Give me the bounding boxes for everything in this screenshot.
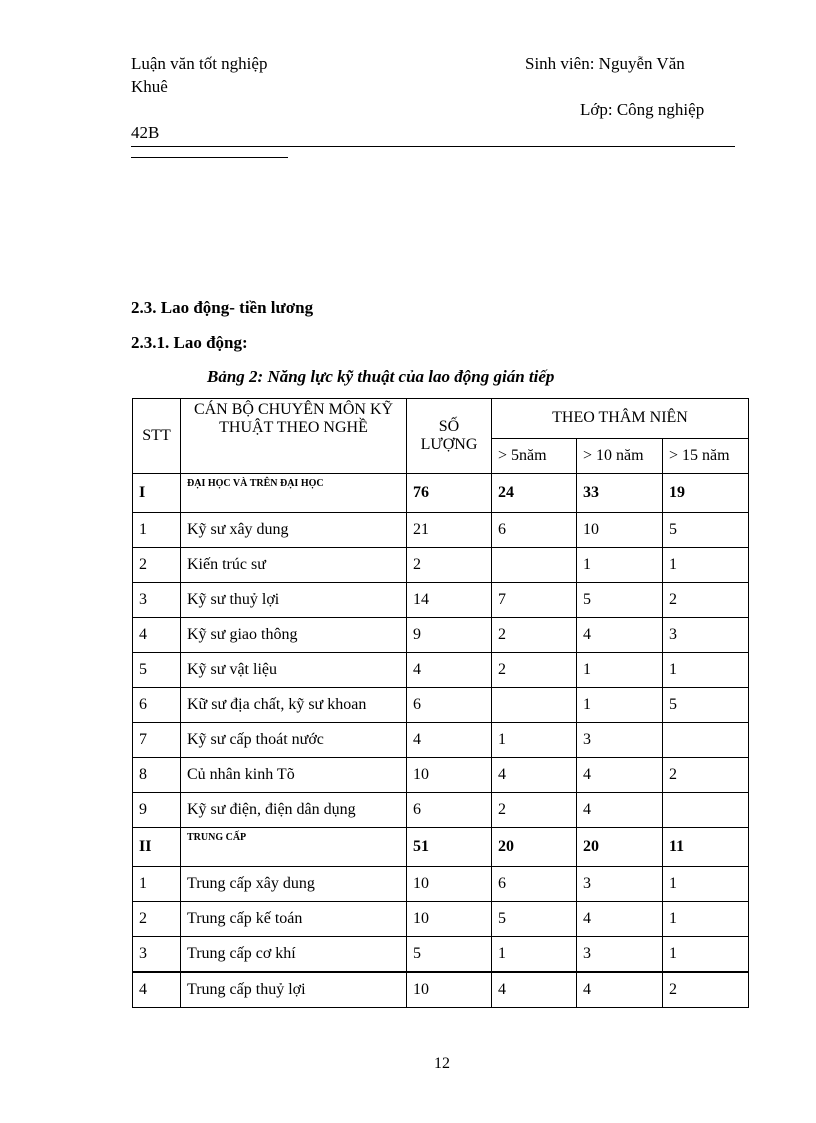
cell-c: 1 bbox=[663, 653, 749, 688]
cell-b: 1 bbox=[577, 653, 663, 688]
cell-a: 7 bbox=[492, 583, 577, 618]
cell-name: Trung cấp cơ khí bbox=[181, 937, 407, 973]
head-stt: STT bbox=[133, 399, 181, 474]
cell-count: 51 bbox=[407, 828, 492, 867]
cell-name: Trung cấp thuỷ lợi bbox=[181, 972, 407, 1008]
table-row bbox=[133, 653, 749, 688]
cell-count: 4 bbox=[407, 653, 492, 688]
table-row bbox=[133, 972, 749, 1008]
cell-c: 3 bbox=[663, 618, 749, 653]
header-left-line2: Khuê bbox=[131, 77, 168, 96]
table-row bbox=[133, 688, 749, 723]
head-gt5: > 5năm bbox=[492, 438, 577, 473]
cell-a: 2 bbox=[492, 618, 577, 653]
page-number: 12 bbox=[434, 1055, 450, 1072]
head-role: CÁN BỘ CHUYÊN MÔN KỸ THUẬT THEO NGHỀ bbox=[181, 399, 407, 474]
cell-b: 5 bbox=[577, 583, 663, 618]
cell-name: Trung cấp kế toán bbox=[181, 902, 407, 937]
cell-stt: 1 bbox=[133, 513, 181, 548]
cell-c: 1 bbox=[663, 902, 749, 937]
table-row bbox=[133, 513, 749, 548]
cell-c: 19 bbox=[663, 474, 749, 513]
cell-a: 6 bbox=[492, 867, 577, 902]
cell-stt: 1 bbox=[133, 867, 181, 902]
cell-a: 1 bbox=[492, 937, 577, 973]
cell-a: 24 bbox=[492, 474, 577, 513]
cell-stt: 5 bbox=[133, 653, 181, 688]
table-row bbox=[133, 758, 749, 793]
cell-c: 1 bbox=[663, 867, 749, 902]
table-row bbox=[133, 902, 749, 937]
head-count: SỐ LƯỢNG bbox=[407, 399, 492, 474]
cell-a: 1 bbox=[492, 723, 577, 758]
cell-stt: 3 bbox=[133, 937, 181, 973]
table-row bbox=[133, 793, 749, 828]
cell-name: Kỹ sư cấp thoát nước bbox=[181, 723, 407, 758]
cell-name: Kỹ sư vật liệu bbox=[181, 653, 407, 688]
cell-a: 4 bbox=[492, 758, 577, 793]
table-row bbox=[133, 828, 749, 867]
cell-stt: 2 bbox=[133, 902, 181, 937]
cell-count: 10 bbox=[407, 902, 492, 937]
cell-name: Trung cấp xây dung bbox=[181, 867, 407, 902]
cell-c bbox=[663, 723, 749, 758]
cell-b: 4 bbox=[577, 902, 663, 937]
header-left-line3: 42B bbox=[131, 123, 160, 142]
cell-b: 3 bbox=[577, 867, 663, 902]
cell-count: 6 bbox=[407, 793, 492, 828]
cell-name: Kữ sư địa chất, kỹ sư khoan bbox=[181, 688, 407, 723]
cell-name: TRUNG CẤP bbox=[181, 828, 407, 867]
cell-name: Củ nhân kinh Tõ bbox=[181, 758, 407, 793]
cell-b: 3 bbox=[577, 723, 663, 758]
cell-count: 4 bbox=[407, 723, 492, 758]
cell-c: 2 bbox=[663, 972, 749, 1008]
cell-count: 6 bbox=[407, 688, 492, 723]
cell-stt: 9 bbox=[133, 793, 181, 828]
cell-b: 4 bbox=[577, 758, 663, 793]
head-gt15: > 15 năm bbox=[663, 438, 749, 473]
table-row bbox=[133, 937, 749, 973]
table-row bbox=[133, 548, 749, 583]
cell-c: 2 bbox=[663, 758, 749, 793]
header-right-line2: Lớp: Công nghiệp bbox=[580, 100, 705, 119]
cell-b: 20 bbox=[577, 828, 663, 867]
cell-stt: 4 bbox=[133, 972, 181, 1008]
cell-stt: 3 bbox=[133, 583, 181, 618]
cell-c: 1 bbox=[663, 937, 749, 973]
cell-stt: 8 bbox=[133, 758, 181, 793]
cell-count: 10 bbox=[407, 972, 492, 1008]
header-right-line1: Sinh viên: Nguyễn Văn bbox=[525, 54, 685, 73]
cell-count: 10 bbox=[407, 758, 492, 793]
cell-count: 5 bbox=[407, 937, 492, 973]
cell-b: 4 bbox=[577, 618, 663, 653]
cell-b: 4 bbox=[577, 793, 663, 828]
cell-stt: I bbox=[133, 474, 181, 513]
cell-c: 2 bbox=[663, 583, 749, 618]
cell-name: Kỹ sư điện, điện dân dụng bbox=[181, 793, 407, 828]
cell-a: 5 bbox=[492, 902, 577, 937]
cell-b: 4 bbox=[577, 972, 663, 1008]
cell-stt: 6 bbox=[133, 688, 181, 723]
table-body bbox=[133, 474, 749, 1008]
section-heading: 2.3. Lao động- tiền lương bbox=[131, 298, 314, 317]
cell-count: 10 bbox=[407, 867, 492, 902]
cell-name: Kỹ sư thuỷ lợi bbox=[181, 583, 407, 618]
cell-b: 1 bbox=[577, 688, 663, 723]
cell-c: 11 bbox=[663, 828, 749, 867]
cell-a: 20 bbox=[492, 828, 577, 867]
cell-a: 2 bbox=[492, 653, 577, 688]
cell-c: 5 bbox=[663, 688, 749, 723]
cell-count: 9 bbox=[407, 618, 492, 653]
cell-name: ĐẠI HỌC VÀ TRÊN ĐẠI HỌC bbox=[181, 474, 407, 513]
cell-name: Kiến trúc sư bbox=[181, 548, 407, 583]
cell-name: Kỹ sư xây dung bbox=[181, 513, 407, 548]
table-caption: Bảng 2: Năng lực kỹ thuật của lao động gián tiếp bbox=[207, 367, 555, 386]
cell-stt: 2 bbox=[133, 548, 181, 583]
cell-c: 1 bbox=[663, 548, 749, 583]
cell-a: 4 bbox=[492, 972, 577, 1008]
header-rule-long bbox=[131, 146, 735, 147]
table-row bbox=[133, 583, 749, 618]
cell-count: 14 bbox=[407, 583, 492, 618]
cell-count: 21 bbox=[407, 513, 492, 548]
cell-b: 3 bbox=[577, 937, 663, 973]
head-seniority: THEO THÂM NIÊN bbox=[492, 399, 749, 439]
cell-b: 1 bbox=[577, 548, 663, 583]
cell-a bbox=[492, 688, 577, 723]
cell-stt: II bbox=[133, 828, 181, 867]
table-row bbox=[133, 867, 749, 902]
cell-c bbox=[663, 793, 749, 828]
cell-stt: 7 bbox=[133, 723, 181, 758]
labor-table bbox=[132, 398, 749, 1008]
cell-name: Kỹ sư giao thông bbox=[181, 618, 407, 653]
cell-c: 5 bbox=[663, 513, 749, 548]
cell-a bbox=[492, 548, 577, 583]
table-row bbox=[133, 474, 749, 513]
table-row bbox=[133, 618, 749, 653]
cell-count: 76 bbox=[407, 474, 492, 513]
head-gt10: > 10 năm bbox=[577, 438, 663, 473]
table-row bbox=[133, 723, 749, 758]
cell-stt: 4 bbox=[133, 618, 181, 653]
cell-a: 2 bbox=[492, 793, 577, 828]
cell-a: 6 bbox=[492, 513, 577, 548]
subsection-heading: 2.3.1. Lao động: bbox=[131, 333, 248, 352]
table-header-row bbox=[133, 399, 749, 439]
header-rule-short bbox=[131, 157, 288, 158]
cell-count: 2 bbox=[407, 548, 492, 583]
header-left-line1: Luận văn tốt nghiệp bbox=[131, 54, 268, 73]
cell-b: 10 bbox=[577, 513, 663, 548]
cell-b: 33 bbox=[577, 474, 663, 513]
